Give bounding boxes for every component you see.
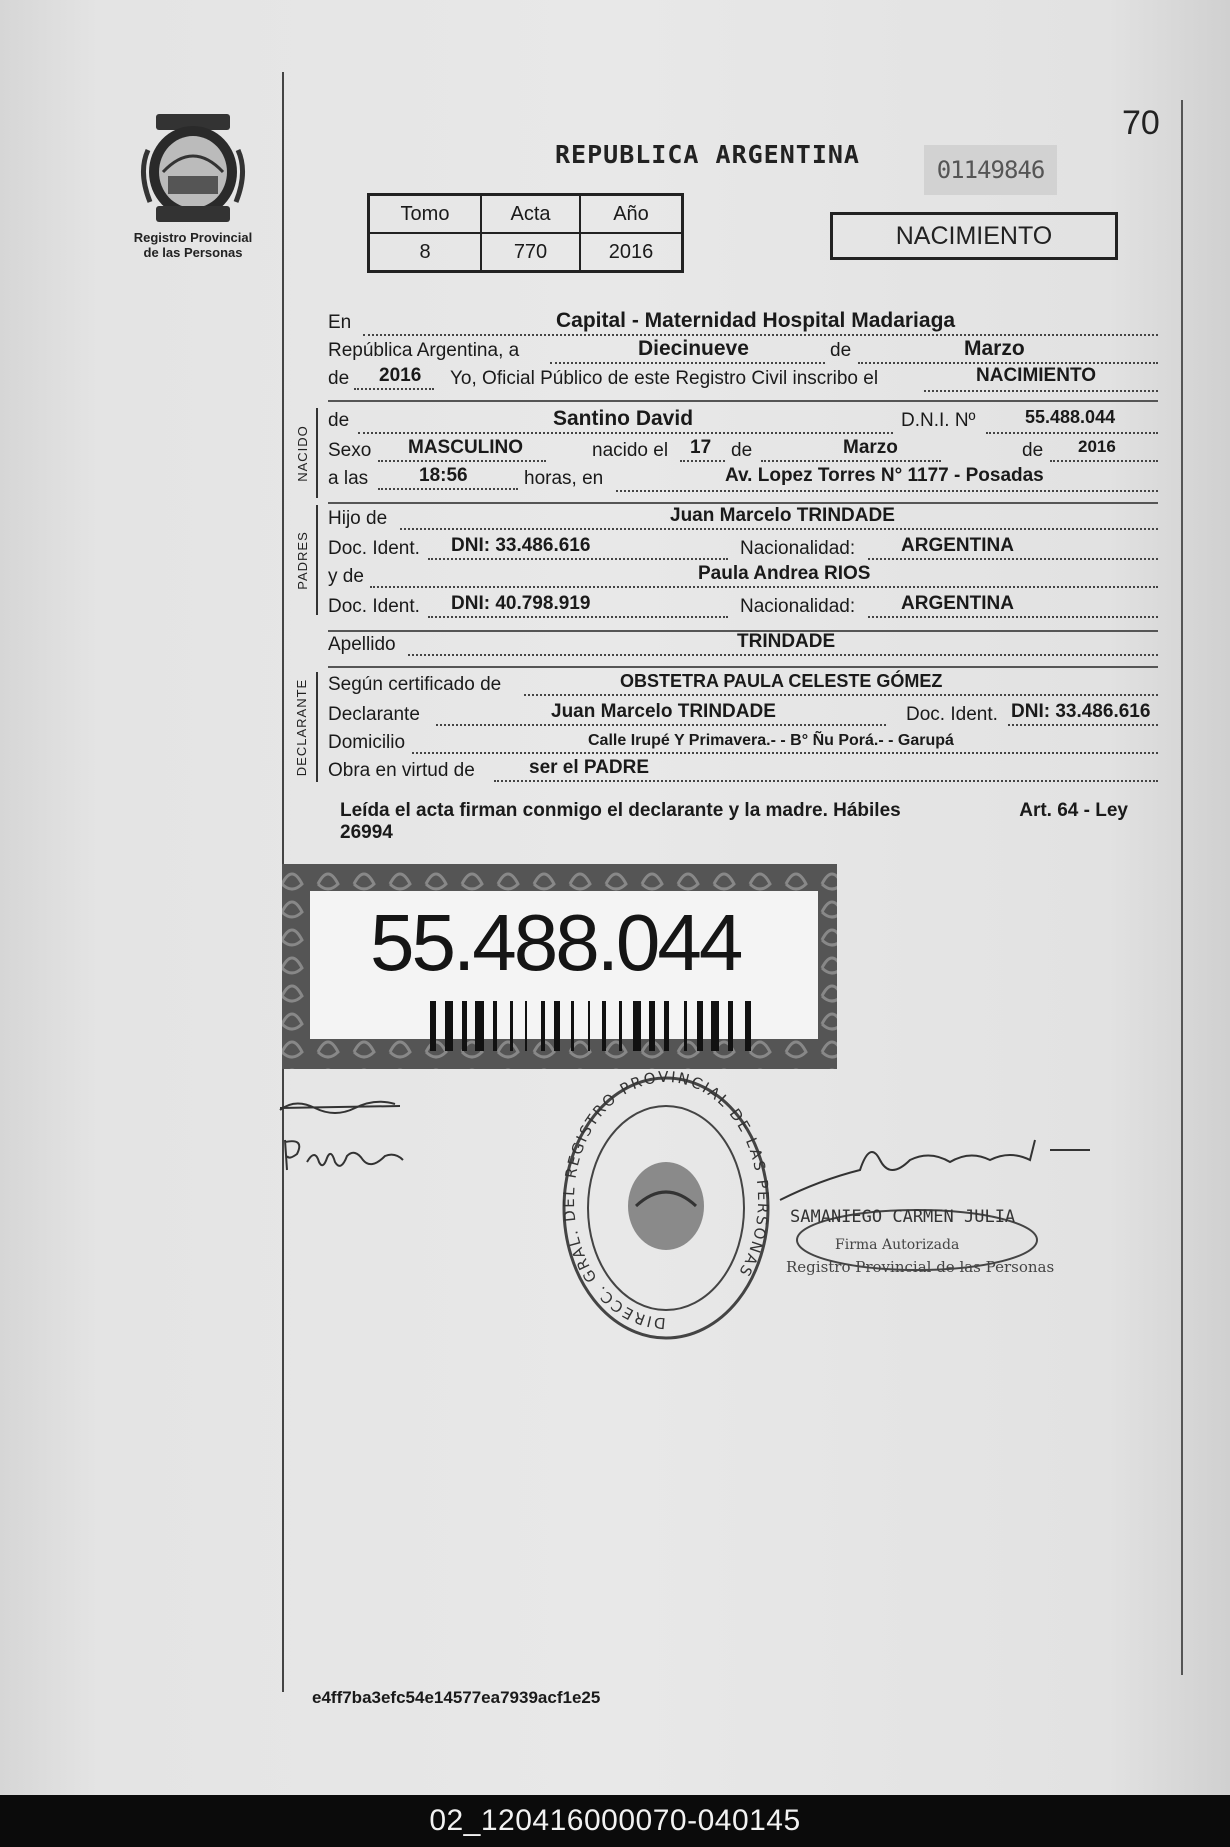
- side-bar-padres: [316, 505, 318, 615]
- label-domicilio: Domicilio: [328, 732, 406, 753]
- official-name: SAMANIEGO CARMEN JULIA: [790, 1207, 1016, 1227]
- value-birth-address: Av. Lopez Torres N° 1177 - Posadas: [725, 465, 1044, 486]
- closing-right: Art. 64 - Ley: [1019, 800, 1128, 821]
- separator-2: [328, 502, 1158, 504]
- misiones-logo: [128, 110, 258, 260]
- document-hash: e4ff7ba3efc54e14577ea7939acf1e25: [312, 1688, 601, 1707]
- value-father: Juan Marcelo TRINDADE: [670, 505, 895, 526]
- logo-caption-line2: de las Personas: [143, 245, 243, 260]
- value-apellido: TRINDADE: [737, 631, 836, 652]
- label-inscription: Yo, Oficial Público de este Registro Civil inscribo el: [450, 368, 879, 389]
- label-declarante-doc: Doc. Ident.: [906, 704, 998, 725]
- document-title: REPUBLICA ARGENTINA: [555, 140, 860, 169]
- footer-filename: 02_120416000070-040145: [0, 1795, 1230, 1847]
- official-registry: Registro Provincial de las Personas: [786, 1258, 1055, 1276]
- label-declarante: Declarante: [328, 704, 420, 725]
- stamp-outer-text: DIRECC. GRAL. DEL REGISTRO PROVINCIAL DE LAS PERSONAS: [559, 1068, 773, 1333]
- label-nacido-el: nacido el: [592, 440, 669, 461]
- value-child-dni: 55.488.044: [1025, 407, 1116, 427]
- row-domicilio: [328, 730, 1158, 758]
- value-birth-day: 17: [690, 437, 712, 458]
- side-bar-nacido: [316, 408, 318, 498]
- value-mother-nat: ARGENTINA: [901, 593, 1014, 614]
- handwritten-signatures: [275, 1090, 435, 1190]
- value-event: NACIMIENTO: [976, 365, 1096, 386]
- row-child-name: [328, 408, 1158, 436]
- value-year: 2016: [379, 365, 422, 386]
- label-certificado: Según certificado de: [328, 674, 502, 695]
- value-birth-time: 18:56: [419, 465, 468, 486]
- logo-caption-line1: Registro Provincial: [133, 230, 253, 245]
- label-y-de: y de: [328, 566, 364, 587]
- row-father: [328, 506, 1158, 534]
- value-certificado: OBSTETRA PAULA CELESTE GÓMEZ: [620, 671, 943, 691]
- label-de-birth-year: de: [1022, 440, 1044, 461]
- value-acta: 770: [481, 233, 580, 272]
- row-mother: [328, 564, 1158, 592]
- value-day-text: Diecinueve: [638, 337, 749, 360]
- closing-line1: Leída el acta firman conmigo el declarante y la madre. Hábiles: [340, 800, 901, 821]
- sticker-inner: [310, 891, 818, 1039]
- misiones-seal-icon: [138, 110, 248, 230]
- value-declarante: Juan Marcelo TRINDADE: [551, 701, 776, 722]
- row-mother-doc: [328, 594, 1158, 622]
- value-child-name: Santino David: [553, 407, 694, 430]
- label-de-year: de: [328, 368, 350, 389]
- barcode-icon: [430, 1001, 760, 1051]
- label-en: En: [328, 312, 352, 333]
- value-mother: Paula Andrea RIOS: [698, 563, 871, 584]
- label-mother-doc: Doc. Ident.: [328, 596, 420, 617]
- document-type-box: NACIMIENTO: [830, 212, 1118, 260]
- label-de-name: de: [328, 410, 350, 431]
- side-label-declarante: DECLARANTE: [294, 678, 310, 776]
- label-republica: República Argentina, a: [328, 340, 520, 361]
- label-dni: D.N.I. Nº: [901, 410, 976, 431]
- label-father-doc: Doc. Ident.: [328, 538, 420, 559]
- row-father-doc: [328, 536, 1158, 564]
- value-sexo: MASCULINO: [408, 437, 524, 458]
- header-tomo: Tomo: [369, 195, 482, 234]
- label-sexo: Sexo: [328, 440, 372, 461]
- registry-table: [367, 193, 684, 273]
- value-father-doc: DNI: 33.486.616: [451, 535, 591, 556]
- header-acta: Acta: [481, 195, 580, 234]
- dni-sticker: [282, 864, 837, 1069]
- value-anio: 2016: [580, 233, 683, 272]
- page-number: 70: [1122, 104, 1160, 142]
- row-certificado: [328, 672, 1158, 700]
- value-place: Capital - Maternidad Hospital Madariaga: [556, 309, 956, 332]
- value-obra: ser el PADRE: [529, 757, 650, 778]
- header-anio: Año: [580, 195, 683, 234]
- right-margin-line: [1181, 100, 1183, 1675]
- row-obra: [328, 758, 1158, 786]
- label-de-birth-month: de: [731, 440, 753, 461]
- row-sex-date: [328, 438, 1158, 466]
- separator-4: [328, 666, 1158, 668]
- label-a-las: a las: [328, 468, 369, 489]
- label-obra: Obra en virtud de: [328, 760, 475, 781]
- row-time-place: [328, 466, 1158, 494]
- closing-line2: 26994: [340, 822, 393, 843]
- side-label-padres: PADRES: [294, 530, 310, 590]
- label-mother-nat: Nacionalidad:: [740, 596, 856, 617]
- value-mother-doc: DNI: 40.798.919: [451, 593, 591, 614]
- label-horas-en: horas, en: [524, 468, 604, 489]
- row-apellido: [328, 632, 1158, 660]
- sticker-dni-number: 55.488.044: [370, 898, 741, 987]
- side-label-nacido: NACIDO: [294, 424, 310, 482]
- value-declarante-doc: DNI: 33.486.616: [1011, 701, 1151, 722]
- label-apellido: Apellido: [328, 634, 396, 655]
- label-de-month: de: [830, 340, 852, 361]
- row-place: [328, 310, 1158, 338]
- value-tomo: 8: [369, 233, 482, 272]
- official-firma: Firma Autorizada: [835, 1237, 960, 1253]
- label-father-nat: Nacionalidad:: [740, 538, 856, 559]
- value-domicilio: Calle Irupé Y Primavera.- - B° Ñu Porá.- - Garupá: [588, 732, 954, 749]
- row-year: [328, 366, 1158, 394]
- value-month: Marzo: [964, 337, 1025, 360]
- separator-1: [328, 400, 1158, 402]
- side-bar-declarante: [316, 672, 318, 782]
- value-birth-year: 2016: [1078, 437, 1116, 456]
- row-declarante: [328, 702, 1158, 730]
- closing-text: [340, 800, 1140, 844]
- value-father-nat: ARGENTINA: [901, 535, 1014, 556]
- row-date: [328, 338, 1158, 366]
- label-hijo-de: Hijo de: [328, 508, 388, 529]
- registry-stamp: [556, 1068, 776, 1348]
- value-birth-month: Marzo: [843, 437, 898, 458]
- serial-number: 01149846: [924, 145, 1057, 195]
